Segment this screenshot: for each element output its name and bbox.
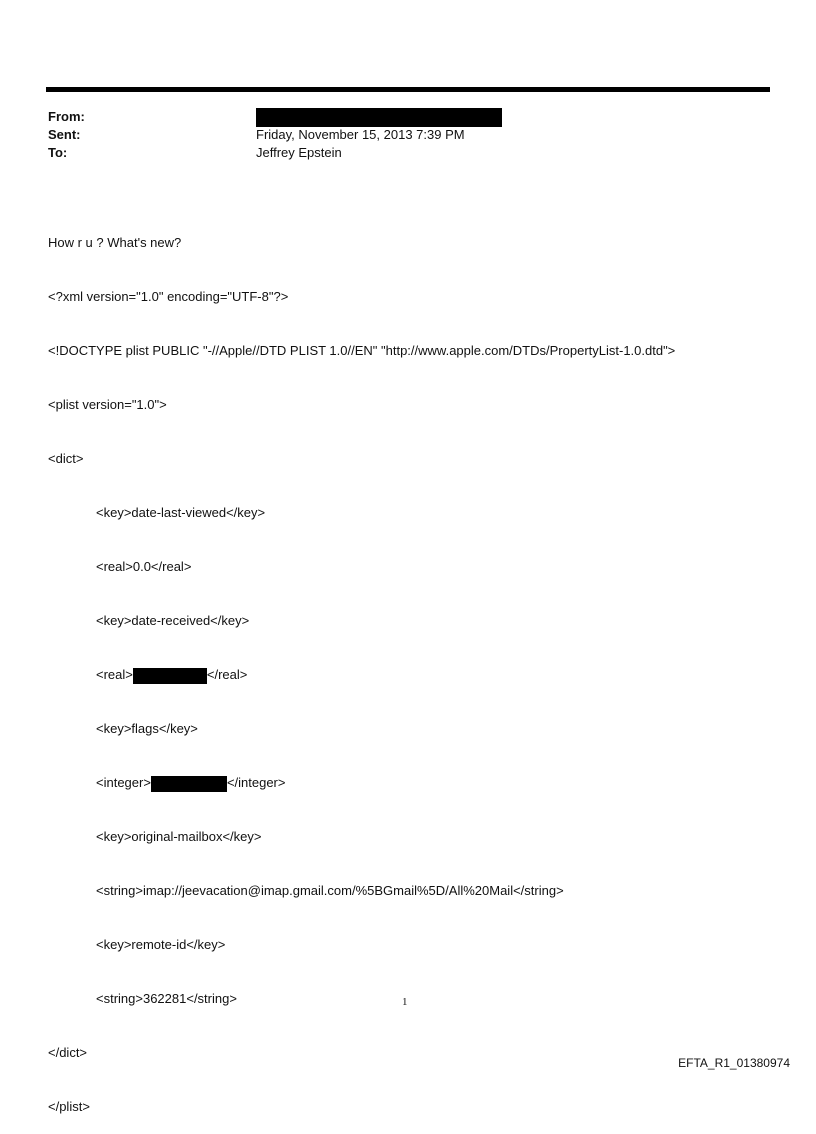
real-redacted-line [48,666,675,684]
plist-close: </plist> [48,1099,90,1114]
string-mailbox: <string>imap://jeevacation@imap.gmail.com/%5BGmail%5D/All%20Mail</string> [96,883,564,898]
xml-declaration: <?xml version="1.0" encoding="UTF-8"?> [48,289,289,304]
sent-value: Friday, November 15, 2013 7:39 PM [256,127,465,142]
from-label: From: [48,109,85,124]
integer-close-tag: </integer> [226,775,286,790]
to-label: To: [48,145,68,160]
real-zero: <real>0.0</real> [96,559,192,574]
greeting-line: How r u ? What's new? [48,235,182,250]
key-date-last-viewed: <key>date-last-viewed</key> [96,505,266,520]
integer-redacted-line [48,774,675,792]
page-number: 1 [402,996,408,1008]
sent-label: Sent: [48,127,81,142]
key-original-mailbox: <key>original-mailbox</key> [96,829,262,844]
key-date-received: <key>date-received</key> [96,613,250,628]
document-id: EFTA_R1_01380974 [678,1056,790,1070]
redaction-block [151,776,227,792]
redaction-block [133,668,207,684]
key-flags: <key>flags</key> [96,721,198,736]
dict-close: </dict> [48,1045,88,1060]
doctype-line: <!DOCTYPE plist PUBLIC "-//Apple//DTD PLIST 1.0//EN" "http://www.apple.com/DTDs/PropertyList-1.0.dtd"> [48,343,676,358]
header-rule [46,87,770,92]
dict-open: <dict> [48,451,84,466]
to-value: Jeffrey Epstein [256,145,342,160]
integer-open-tag: <integer> [96,775,151,790]
real-close-tag: </real> [206,667,248,682]
real-open-tag: <real> [96,667,133,682]
email-body [48,198,675,1134]
key-remote-id: <key>remote-id</key> [96,937,226,952]
plist-open: <plist version="1.0"> [48,397,167,412]
redaction-block [256,108,502,127]
string-remote-id: <string>362281</string> [96,991,237,1006]
from-value-redacted [256,108,502,127]
